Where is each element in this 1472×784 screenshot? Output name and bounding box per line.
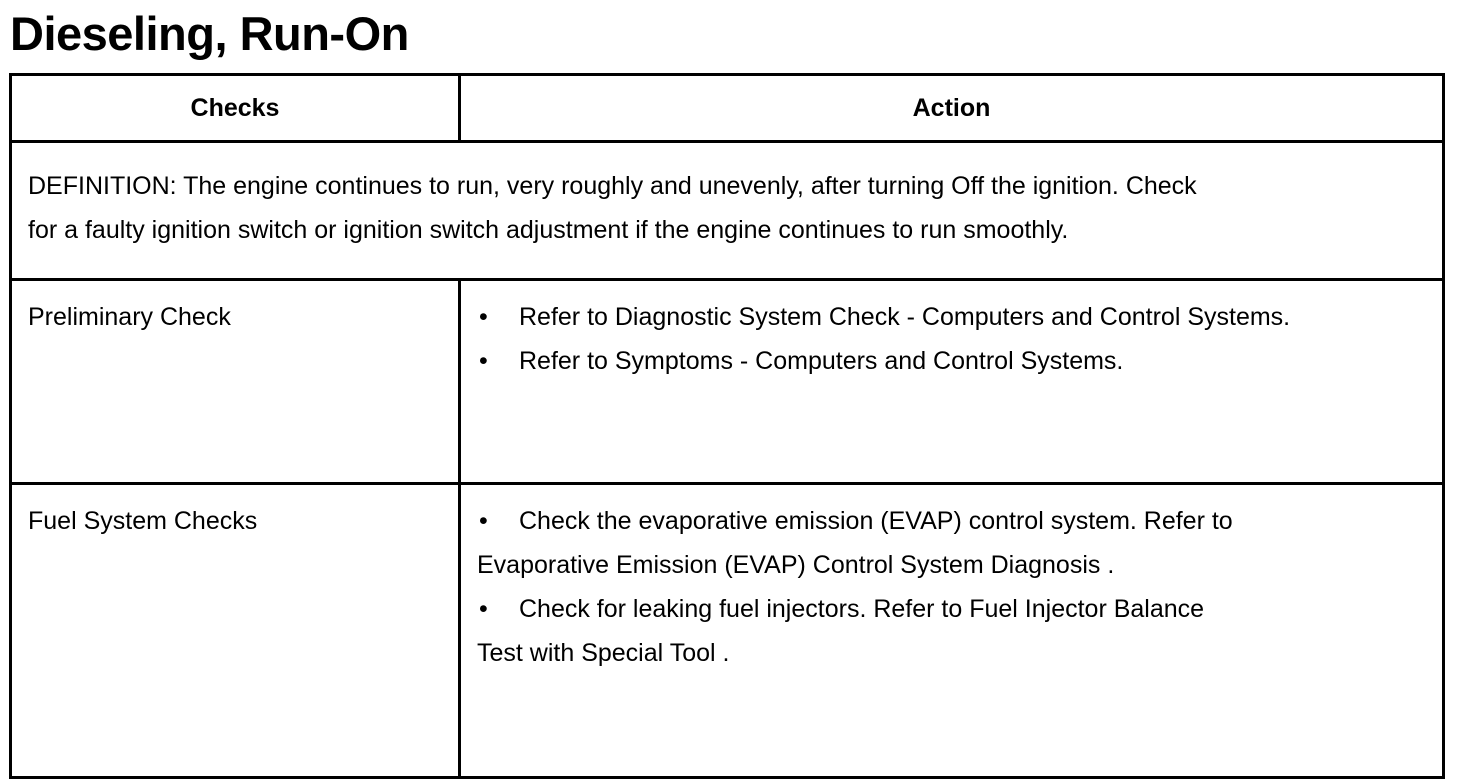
bullet-icon: • (479, 595, 488, 623)
bullet-icon: • (479, 347, 488, 375)
action-item (477, 295, 1426, 339)
action-text: Refer to Diagnostic System Check - Computers and Control Systems. (519, 303, 1291, 331)
action-column-header: Action (460, 75, 1444, 142)
definition-text-line-2: for a faulty ignition switch or ignition switch adjustment if the engine continues to run smoothly. (28, 216, 1069, 244)
action-cell (460, 280, 1444, 484)
checks-column-header: Checks (11, 75, 460, 142)
check-name-cell: Preliminary Check (11, 280, 460, 484)
check-name-cell: Fuel System Checks (11, 484, 460, 778)
table-row (11, 280, 1444, 484)
action-item (477, 587, 1426, 675)
action-text: Refer to Symptoms - Computers and Control Systems. (519, 347, 1124, 375)
diagnostic-table (9, 73, 1445, 779)
action-item (477, 499, 1426, 587)
action-item (477, 339, 1426, 383)
table-header-row (11, 75, 1444, 142)
definition-cell (11, 142, 1444, 280)
page-title: Dieseling, Run-On (10, 7, 409, 60)
action-text: Check the evaporative emission (EVAP) control system. Refer to (519, 507, 1233, 535)
bullet-icon: • (479, 303, 488, 331)
table-row (11, 484, 1444, 778)
definition-text-line-1: DEFINITION: The engine continues to run, very roughly and unevenly, after turning Off the ignition. Check (28, 172, 1197, 200)
action-text: Check for leaking fuel injectors. Refer to Fuel Injector Balance (519, 595, 1205, 623)
action-text-continuation: Test with Special Tool . (477, 639, 730, 667)
bullet-icon: • (479, 507, 488, 535)
action-cell (460, 484, 1444, 778)
action-text-continuation: Evaporative Emission (EVAP) Control System Diagnosis . (477, 551, 1115, 579)
definition-row (11, 142, 1444, 280)
